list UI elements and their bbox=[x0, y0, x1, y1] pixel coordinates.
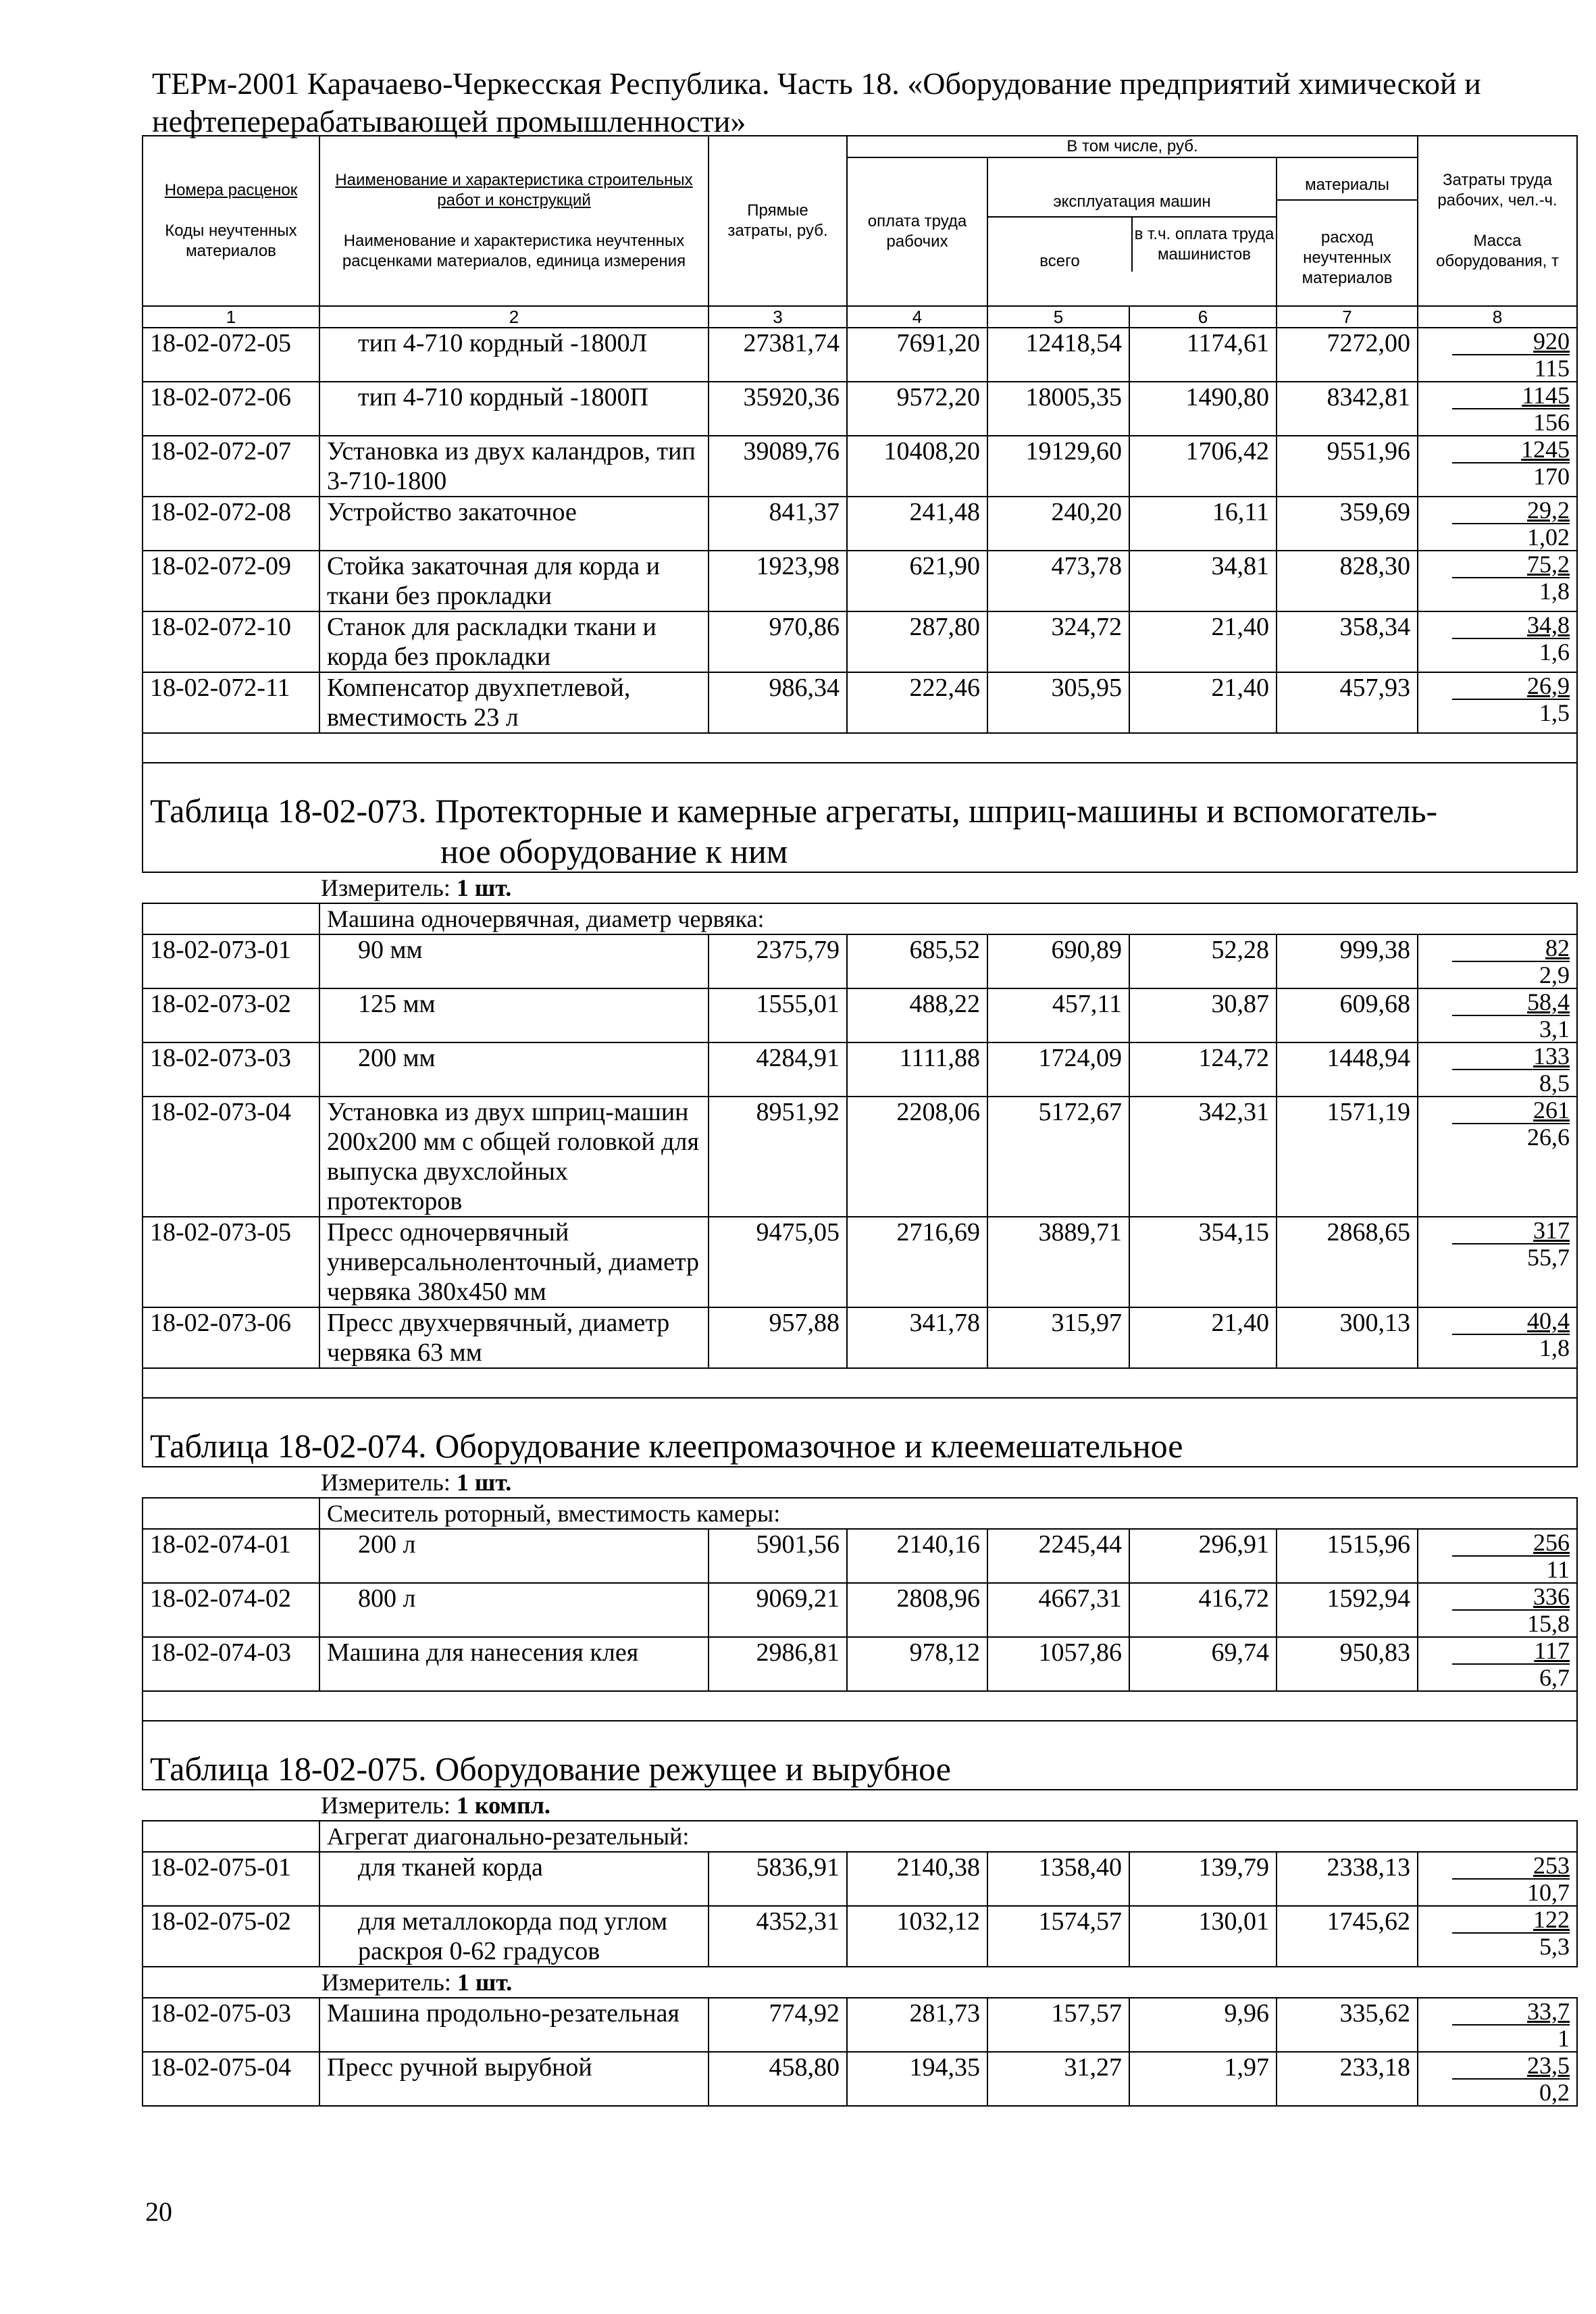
table-row bbox=[143, 1042, 1577, 1097]
machine-cost: 157,57 bbox=[987, 1998, 1129, 2052]
work-name: Стойка закаточная для корда и ткани без прокладки bbox=[319, 551, 709, 611]
materials-cost: 1515,96 bbox=[1277, 1529, 1418, 1583]
page-number: 20 bbox=[145, 2196, 172, 2227]
equipment-mass: 2,9 bbox=[1452, 961, 1570, 988]
labor-cost: 2140,16 bbox=[847, 1529, 987, 1583]
col-mach-labor-header: в т.ч. оплата труда машинистов bbox=[1131, 218, 1276, 272]
labor-hours-mass bbox=[1418, 328, 1577, 382]
work-name: Устройство закаточное bbox=[319, 497, 709, 551]
machine-cost: 324,72 bbox=[987, 611, 1129, 672]
machine-labor-cost: 139,79 bbox=[1129, 1852, 1277, 1906]
rate-code: 18-02-075-04 bbox=[143, 2052, 319, 2106]
direct-cost: 986,34 bbox=[709, 672, 847, 733]
table-row bbox=[143, 1852, 1577, 1906]
col-incl-header: В том числе, руб. bbox=[847, 136, 1418, 157]
labor-hours-mass bbox=[1418, 551, 1577, 611]
measure-label: Измеритель: 1 шт. bbox=[143, 1967, 1577, 1998]
work-name: Установка из двух каландров, тип 3-710-1800 bbox=[319, 436, 709, 497]
labor-hours-mass bbox=[1418, 1042, 1577, 1097]
direct-cost: 35920,36 bbox=[709, 382, 847, 436]
labor-cost: 488,22 bbox=[847, 988, 987, 1042]
labor-cost: 685,52 bbox=[847, 934, 987, 988]
direct-cost: 8951,92 bbox=[709, 1097, 847, 1217]
equipment-mass: 10,7 bbox=[1452, 1878, 1570, 1905]
equipment-mass: 3,1 bbox=[1452, 1015, 1570, 1042]
direct-cost: 4284,91 bbox=[709, 1042, 847, 1097]
labor-hours: 1145 bbox=[1522, 382, 1570, 409]
table-row bbox=[143, 611, 1577, 672]
materials-cost: 2868,65 bbox=[1277, 1217, 1418, 1307]
machine-cost: 240,20 bbox=[987, 497, 1129, 551]
labor-hours: 256 bbox=[1533, 1529, 1570, 1556]
machine-labor-cost: 416,72 bbox=[1129, 1583, 1277, 1637]
col-direct-header: Прямые затраты, руб. bbox=[709, 136, 847, 306]
page-title: ТЕРм-2001 Карачаево-Черкесская Республика. Часть 18. «Оборудование предприятий химической и нефтеперерабатывающей промышленности» bbox=[152, 66, 1481, 139]
work-name: Станок для раскладки ткани и корда без прокладки bbox=[319, 611, 709, 672]
machine-labor-cost: 1490,80 bbox=[1129, 382, 1277, 436]
machine-cost: 31,27 bbox=[987, 2052, 1129, 2106]
machine-labor-cost: 1706,42 bbox=[1129, 436, 1277, 497]
labor-cost: 2716,69 bbox=[847, 1217, 987, 1307]
group-label: Смеситель роторный, вместимость камеры: bbox=[319, 1498, 1577, 1529]
labor-hours-mass bbox=[1418, 1307, 1577, 1368]
direct-cost: 39089,76 bbox=[709, 436, 847, 497]
materials-cost: 335,62 bbox=[1277, 1998, 1418, 2052]
rate-code: 18-02-074-03 bbox=[143, 1637, 319, 1691]
machine-cost: 690,89 bbox=[987, 934, 1129, 988]
labor-hours: 133 bbox=[1533, 1042, 1570, 1070]
materials-cost: 2338,13 bbox=[1277, 1852, 1418, 1906]
work-name: для металлокорда под углом раскроя 0-62 градусов bbox=[319, 1906, 709, 1967]
equipment-mass: 26,6 bbox=[1452, 1123, 1570, 1150]
table-row bbox=[143, 1217, 1577, 1307]
work-name: Машина продольно-резательная bbox=[319, 1998, 709, 2052]
materials-cost: 1592,94 bbox=[1277, 1583, 1418, 1637]
labor-cost: 281,73 bbox=[847, 1998, 987, 2052]
machine-labor-cost: 9,96 bbox=[1129, 1998, 1277, 2052]
labor-hours-mass bbox=[1418, 1097, 1577, 1217]
labor-hours-mass bbox=[1418, 382, 1577, 436]
labor-cost: 621,90 bbox=[847, 551, 987, 611]
direct-cost: 2986,81 bbox=[709, 1637, 847, 1691]
labor-cost: 194,35 bbox=[847, 2052, 987, 2106]
measure-label: Измеритель: 1 шт. bbox=[321, 874, 512, 901]
machine-cost: 1574,57 bbox=[987, 1906, 1129, 1967]
labor-cost: 287,80 bbox=[847, 611, 987, 672]
machine-cost: 18005,35 bbox=[987, 382, 1129, 436]
labor-hours-mass bbox=[1418, 1217, 1577, 1307]
materials-cost: 999,38 bbox=[1277, 934, 1418, 988]
labor-hours: 317 bbox=[1533, 1217, 1570, 1244]
direct-cost: 970,86 bbox=[709, 611, 847, 672]
materials-cost: 233,18 bbox=[1277, 2052, 1418, 2106]
materials-cost: 950,83 bbox=[1277, 1637, 1418, 1691]
rate-code: 18-02-073-06 bbox=[143, 1307, 319, 1368]
labor-cost: 1111,88 bbox=[847, 1042, 987, 1097]
work-name: тип 4-710 кордный -1800Л bbox=[319, 328, 709, 382]
work-name: Машина для нанесения клея bbox=[319, 1637, 709, 1691]
machine-cost: 305,95 bbox=[987, 672, 1129, 733]
direct-cost: 2375,79 bbox=[709, 934, 847, 988]
table-18-02-074 bbox=[143, 1368, 1577, 1529]
machine-labor-cost: 124,72 bbox=[1129, 1042, 1277, 1097]
machine-cost: 1057,86 bbox=[987, 1637, 1129, 1691]
table-18-02-075-measure2 bbox=[143, 1967, 1577, 1998]
machine-cost: 4667,31 bbox=[987, 1583, 1129, 1637]
labor-cost: 222,46 bbox=[847, 672, 987, 733]
labor-hours-mass bbox=[1418, 1583, 1577, 1637]
table-row bbox=[143, 672, 1577, 733]
labor-cost: 978,12 bbox=[847, 1637, 987, 1691]
labor-hours: 75,2 bbox=[1527, 551, 1570, 578]
labor-cost: 2208,06 bbox=[847, 1097, 987, 1217]
direct-cost: 1555,01 bbox=[709, 988, 847, 1042]
rate-code: 18-02-074-01 bbox=[143, 1529, 319, 1583]
labor-hours: 253 bbox=[1533, 1852, 1570, 1879]
work-name: Пресс одночервячный универсальноленточный, диаметр червяка 380х450 мм bbox=[319, 1217, 709, 1307]
table-row bbox=[143, 436, 1577, 497]
labor-cost: 10408,20 bbox=[847, 436, 987, 497]
work-name: 125 мм bbox=[319, 988, 709, 1042]
rate-code: 18-02-072-11 bbox=[143, 672, 319, 733]
machine-cost: 3889,71 bbox=[987, 1217, 1129, 1307]
machine-labor-cost: 30,87 bbox=[1129, 988, 1277, 1042]
labor-cost: 241,48 bbox=[847, 497, 987, 551]
labor-hours: 336 bbox=[1533, 1583, 1570, 1610]
labor-hours-mass bbox=[1418, 934, 1577, 988]
equipment-mass: 115 bbox=[1452, 354, 1570, 381]
labor-hours: 117 bbox=[1534, 1637, 1570, 1664]
labor-hours: 122 bbox=[1533, 1906, 1570, 1933]
machine-labor-cost: 21,40 bbox=[1129, 1307, 1277, 1368]
table-header bbox=[143, 136, 1577, 328]
table-18-02-073-title: Таблица 18-02-073. Протекторные и камерные агрегаты, шприц-машины и вспомогатель- ное оборудование к ним bbox=[143, 763, 1577, 872]
machine-labor-cost: 21,40 bbox=[1129, 672, 1277, 733]
equipment-mass: 1,8 bbox=[1452, 1334, 1570, 1361]
rate-code: 18-02-072-06 bbox=[143, 382, 319, 436]
labor-cost: 2140,38 bbox=[847, 1852, 987, 1906]
machine-labor-cost: 130,01 bbox=[1129, 1906, 1277, 1967]
labor-hours-mass bbox=[1418, 2052, 1577, 2106]
machine-cost: 12418,54 bbox=[987, 328, 1129, 382]
machine-labor-cost: 21,40 bbox=[1129, 611, 1277, 672]
direct-cost: 957,88 bbox=[709, 1307, 847, 1368]
column-numbers-row: 1 2 3 4 5 6 7 8 bbox=[143, 306, 1577, 328]
work-name: 200 л bbox=[319, 1529, 709, 1583]
labor-hours: 261 bbox=[1533, 1097, 1570, 1124]
machine-cost: 5172,67 bbox=[987, 1097, 1129, 1217]
work-name: тип 4-710 кордный -1800П bbox=[319, 382, 709, 436]
machine-cost: 315,97 bbox=[987, 1307, 1129, 1368]
rate-code: 18-02-073-03 bbox=[143, 1042, 319, 1097]
table-row bbox=[143, 934, 1577, 988]
rate-code: 18-02-075-02 bbox=[143, 1906, 319, 1967]
table-row bbox=[143, 988, 1577, 1042]
labor-hours: 23,5 bbox=[1527, 2052, 1570, 2079]
rate-code: 18-02-073-02 bbox=[143, 988, 319, 1042]
direct-cost: 774,92 bbox=[709, 1998, 847, 2052]
table-row bbox=[143, 1906, 1577, 1967]
table-row bbox=[143, 2052, 1577, 2106]
machine-cost: 19129,60 bbox=[987, 436, 1129, 497]
col-codes-header: Номера расценок Коды неучтенных материалов bbox=[143, 136, 319, 306]
labor-hours-mass bbox=[1418, 988, 1577, 1042]
table-18-02-075 bbox=[143, 1691, 1577, 1852]
rate-code: 18-02-072-09 bbox=[143, 551, 319, 611]
equipment-mass: 5,3 bbox=[1452, 1932, 1570, 1959]
labor-hours-mass bbox=[1418, 497, 1577, 551]
equipment-mass: 1 bbox=[1452, 2024, 1570, 2051]
table-row bbox=[143, 328, 1577, 382]
col-mach-total-header: всего bbox=[1039, 252, 1080, 270]
machine-labor-cost: 342,31 bbox=[1129, 1097, 1277, 1217]
machine-cost: 473,78 bbox=[987, 551, 1129, 611]
direct-cost: 1923,98 bbox=[709, 551, 847, 611]
materials-cost: 609,68 bbox=[1277, 988, 1418, 1042]
work-name: 200 мм bbox=[319, 1042, 709, 1097]
labor-hours-mass bbox=[1418, 672, 1577, 733]
machine-cost: 1358,40 bbox=[987, 1852, 1129, 1906]
table-row bbox=[143, 1583, 1577, 1637]
labor-hours: 1245 bbox=[1521, 436, 1570, 463]
equipment-mass: 1,02 bbox=[1452, 523, 1570, 550]
table-18-02-074-rows bbox=[143, 1529, 1577, 1691]
table-row bbox=[143, 551, 1577, 611]
rate-code: 18-02-073-01 bbox=[143, 934, 319, 988]
materials-cost: 7272,00 bbox=[1277, 328, 1418, 382]
machine-labor-cost: 69,74 bbox=[1129, 1637, 1277, 1691]
direct-cost: 5901,56 bbox=[709, 1529, 847, 1583]
materials-cost: 1571,19 bbox=[1277, 1097, 1418, 1217]
group-label: Агрегат диагонально-резательный: bbox=[319, 1821, 1577, 1852]
table-18-02-073 bbox=[143, 733, 1577, 934]
labor-hours: 34,8 bbox=[1527, 611, 1570, 638]
machine-labor-cost: 354,15 bbox=[1129, 1217, 1277, 1307]
equipment-mass: 55,7 bbox=[1452, 1243, 1570, 1270]
rates-table bbox=[142, 135, 1578, 2107]
machine-labor-cost: 1174,61 bbox=[1129, 328, 1277, 382]
materials-cost: 300,13 bbox=[1277, 1307, 1418, 1368]
col-labor-header: оплата труда рабочих bbox=[847, 157, 987, 306]
labor-hours: 920 bbox=[1533, 328, 1570, 355]
direct-cost: 5836,91 bbox=[709, 1852, 847, 1906]
table-18-02-073-rows bbox=[143, 934, 1577, 1368]
equipment-mass: 15,8 bbox=[1452, 1609, 1570, 1636]
table-row bbox=[143, 1998, 1577, 2052]
labor-hours: 26,9 bbox=[1527, 672, 1570, 699]
direct-cost: 4352,31 bbox=[709, 1906, 847, 1967]
work-name: Компенсатор двухпетлевой, вместимость 23 л bbox=[319, 672, 709, 733]
labor-hours-mass bbox=[1418, 611, 1577, 672]
machine-labor-cost: 16,11 bbox=[1129, 497, 1277, 551]
labor-cost: 341,78 bbox=[847, 1307, 987, 1368]
table-row bbox=[143, 1097, 1577, 1217]
rate-code: 18-02-075-01 bbox=[143, 1852, 319, 1906]
labor-hours-mass bbox=[1418, 1529, 1577, 1583]
direct-cost: 9475,05 bbox=[709, 1217, 847, 1307]
labor-cost: 9572,20 bbox=[847, 382, 987, 436]
work-name: Пресс ручной вырубной bbox=[319, 2052, 709, 2106]
labor-hours: 33,7 bbox=[1527, 1998, 1570, 2025]
equipment-mass: 170 bbox=[1452, 462, 1570, 489]
materials-cost: 1745,62 bbox=[1277, 1906, 1418, 1967]
col-name-header: Наименование и характеристика строительных работ и конструкций Наименование и характеристика неучтенных расценками материалов, единица измерения bbox=[319, 136, 709, 306]
col-hours-header: Затраты труда рабочих, чел.-ч. Масса оборудования, т bbox=[1418, 136, 1577, 306]
machine-cost: 1724,09 bbox=[987, 1042, 1129, 1097]
table-row bbox=[143, 1637, 1577, 1691]
measure-label: Измеритель: 1 шт. bbox=[321, 1469, 512, 1496]
equipment-mass: 0,2 bbox=[1452, 2078, 1570, 2105]
table-18-02-075-title: Таблица 18-02-075. Оборудование режущее и вырубное bbox=[143, 1721, 1577, 1790]
machine-labor-cost: 34,81 bbox=[1129, 551, 1277, 611]
machine-labor-cost: 52,28 bbox=[1129, 934, 1277, 988]
rate-code: 18-02-074-02 bbox=[143, 1583, 319, 1637]
labor-hours: 29,2 bbox=[1527, 497, 1570, 524]
col-machines-header: эксплуатация машин всего в т.ч. оплата труда машинистов bbox=[987, 157, 1277, 306]
labor-hours-mass bbox=[1418, 1998, 1577, 2052]
work-name: Установка из двух шприц-машин 200х200 мм с общей головкой для выпуска двухслойных протекторов bbox=[319, 1097, 709, 1217]
table-row bbox=[143, 1307, 1577, 1368]
machine-cost: 457,11 bbox=[987, 988, 1129, 1042]
work-name: Пресс двухчервячный, диаметр червяка 63 мм bbox=[319, 1307, 709, 1368]
direct-cost: 9069,21 bbox=[709, 1583, 847, 1637]
labor-hours: 40,4 bbox=[1527, 1307, 1570, 1334]
rate-code: 18-02-073-04 bbox=[143, 1097, 319, 1217]
table-18-02-074-title: Таблица 18-02-074. Оборудование клеепромазочное и клеемешательное bbox=[143, 1398, 1577, 1467]
materials-cost: 828,30 bbox=[1277, 551, 1418, 611]
rate-code: 18-02-073-05 bbox=[143, 1217, 319, 1307]
rate-code: 18-02-075-03 bbox=[143, 1998, 319, 2052]
table-18-02-075-rows-2 bbox=[143, 1998, 1577, 2106]
materials-cost: 9551,96 bbox=[1277, 436, 1418, 497]
labor-hours-mass bbox=[1418, 1637, 1577, 1691]
materials-cost: 8342,81 bbox=[1277, 382, 1418, 436]
rate-code: 18-02-072-05 bbox=[143, 328, 319, 382]
labor-hours-mass bbox=[1418, 1906, 1577, 1967]
labor-hours-mass bbox=[1418, 436, 1577, 497]
equipment-mass: 1,5 bbox=[1452, 699, 1570, 726]
labor-cost: 2808,96 bbox=[847, 1583, 987, 1637]
equipment-mass: 156 bbox=[1452, 408, 1570, 435]
table-18-02-075-rows bbox=[143, 1852, 1577, 1967]
materials-cost: 1448,94 bbox=[1277, 1042, 1418, 1097]
table-row bbox=[143, 497, 1577, 551]
equipment-mass: 1,8 bbox=[1452, 577, 1570, 604]
labor-cost: 1032,12 bbox=[847, 1906, 987, 1967]
group-label: Машина одночервячная, диаметр червяка: bbox=[319, 903, 1577, 934]
equipment-mass: 1,6 bbox=[1452, 638, 1570, 665]
materials-cost: 359,69 bbox=[1277, 497, 1418, 551]
equipment-mass: 11 bbox=[1452, 1555, 1570, 1582]
table-row bbox=[143, 1529, 1577, 1583]
labor-hours: 82 bbox=[1545, 934, 1570, 961]
equipment-mass: 8,5 bbox=[1452, 1069, 1570, 1096]
direct-cost: 27381,74 bbox=[709, 328, 847, 382]
labor-hours: 58,4 bbox=[1527, 988, 1570, 1015]
table-18-02-072-rows bbox=[143, 328, 1577, 733]
rate-code: 18-02-072-08 bbox=[143, 497, 319, 551]
direct-cost: 458,80 bbox=[709, 2052, 847, 2106]
table-row bbox=[143, 382, 1577, 436]
rate-code: 18-02-072-10 bbox=[143, 611, 319, 672]
rate-code: 18-02-072-07 bbox=[143, 436, 319, 497]
machine-labor-cost: 1,97 bbox=[1129, 2052, 1277, 2106]
measure-label: Измеритель: 1 компл. bbox=[321, 1792, 550, 1819]
labor-hours-mass bbox=[1418, 1852, 1577, 1906]
machine-cost: 2245,44 bbox=[987, 1529, 1129, 1583]
work-name: 90 мм bbox=[319, 934, 709, 988]
work-name: 800 л bbox=[319, 1583, 709, 1637]
equipment-mass: 6,7 bbox=[1452, 1663, 1570, 1690]
labor-cost: 7691,20 bbox=[847, 328, 987, 382]
machine-labor-cost: 296,91 bbox=[1129, 1529, 1277, 1583]
work-name: для тканей корда bbox=[319, 1852, 709, 1906]
materials-cost: 358,34 bbox=[1277, 611, 1418, 672]
col-materials-header: материалы расход неучтенных материалов bbox=[1277, 157, 1418, 306]
materials-cost: 457,93 bbox=[1277, 672, 1418, 733]
direct-cost: 841,37 bbox=[709, 497, 847, 551]
